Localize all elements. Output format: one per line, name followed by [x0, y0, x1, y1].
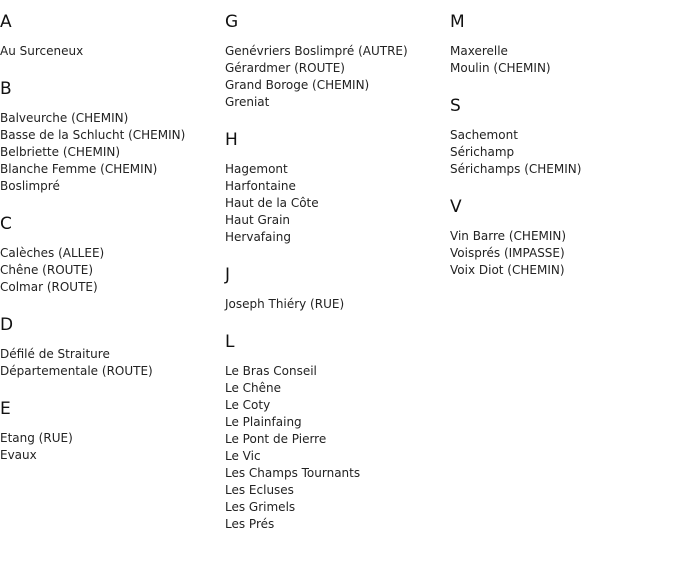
letter-heading: L — [225, 332, 235, 352]
index-column-3 — [450, 10, 675, 296]
street-list — [0, 43, 225, 60]
street-list — [450, 228, 675, 279]
street-link[interactable]: Gérardmer (ROUTE) — [225, 61, 345, 75]
letter-group — [0, 397, 225, 464]
street-link[interactable]: Haut de la Côte — [225, 196, 319, 210]
street-link[interactable]: Etang (RUE) — [0, 431, 73, 445]
letter-heading: M — [450, 12, 465, 32]
street-link[interactable]: Greniat — [225, 95, 270, 109]
street-link[interactable]: Défilé de Straiture — [0, 347, 110, 361]
letter-group — [225, 263, 450, 313]
letter-group — [450, 94, 675, 178]
street-link[interactable]: Le Coty — [225, 398, 271, 412]
letter-group — [0, 10, 225, 60]
street-link[interactable]: Blanche Femme (CHEMIN) — [0, 162, 158, 176]
street-link[interactable]: Belbriette (CHEMIN) — [0, 145, 121, 159]
letter-group — [225, 330, 450, 533]
letter-group — [450, 195, 675, 279]
street-link[interactable]: Voisprés (IMPASSE) — [450, 246, 565, 260]
street-link[interactable]: Maxerelle — [450, 44, 508, 58]
letter-group — [225, 128, 450, 246]
street-link[interactable]: Colmar (ROUTE) — [0, 280, 98, 294]
letter-group — [0, 313, 225, 380]
letter-heading: B — [0, 79, 12, 99]
street-link[interactable]: Evaux — [0, 448, 37, 462]
letter-heading: G — [225, 12, 239, 32]
street-link[interactable]: Les Grimels — [225, 500, 296, 514]
street-link[interactable]: Le Vic — [225, 449, 261, 463]
street-link[interactable]: Les Ecluses — [225, 483, 294, 497]
letter-heading: H — [225, 130, 238, 150]
street-list — [450, 43, 675, 77]
street-link[interactable]: Le Pont de Pierre — [225, 432, 327, 446]
letter-group — [225, 10, 450, 111]
street-link[interactable]: Départementale (ROUTE) — [0, 364, 153, 378]
street-list — [0, 346, 225, 380]
letter-heading: V — [450, 197, 462, 217]
letter-heading: C — [0, 214, 12, 234]
street-link[interactable]: Voix Diot (CHEMIN) — [450, 263, 565, 277]
street-link[interactable]: Grand Boroge (CHEMIN) — [225, 78, 370, 92]
street-list — [450, 127, 675, 178]
street-list — [225, 161, 450, 246]
street-link[interactable]: Hagemont — [225, 162, 288, 176]
street-list — [0, 430, 225, 464]
street-list — [225, 43, 450, 111]
letter-heading: D — [0, 315, 14, 335]
street-link[interactable]: Harfontaine — [225, 179, 296, 193]
street-link[interactable]: Haut Grain — [225, 213, 291, 227]
street-link[interactable]: Hervafaing — [225, 230, 291, 244]
letter-heading: A — [0, 12, 12, 32]
letter-group — [450, 10, 675, 77]
letter-heading: J — [225, 265, 231, 285]
street-link[interactable]: Sachemont — [450, 128, 518, 142]
street-link[interactable]: Moulin (CHEMIN) — [450, 61, 551, 75]
letter-group — [0, 77, 225, 195]
street-link[interactable]: Les Prés — [225, 517, 275, 531]
street-list — [0, 110, 225, 195]
street-link[interactable]: Les Champs Tournants — [225, 466, 361, 480]
street-link[interactable]: Basse de la Schlucht (CHEMIN) — [0, 128, 186, 142]
letter-heading: E — [0, 399, 11, 419]
street-list — [225, 363, 450, 533]
street-link[interactable]: Balveurche (CHEMIN) — [0, 111, 129, 125]
street-link[interactable]: Joseph Thiéry (RUE) — [225, 297, 345, 311]
letter-group — [0, 212, 225, 296]
street-link[interactable]: Le Bras Conseil — [225, 364, 317, 378]
street-link[interactable]: Le Chêne — [225, 381, 282, 395]
street-link[interactable]: Sérichamps (CHEMIN) — [450, 162, 582, 176]
street-list — [225, 296, 450, 313]
street-link[interactable]: Au Surceneux — [0, 44, 84, 58]
street-link[interactable]: Chêne (ROUTE) — [0, 263, 94, 277]
street-list — [0, 245, 225, 296]
street-link[interactable]: Boslimpré — [0, 179, 60, 193]
index-column-1 — [0, 10, 225, 481]
letter-heading: S — [450, 96, 461, 116]
street-link[interactable]: Calèches (ALLEE) — [0, 246, 105, 260]
index-column-2 — [225, 10, 450, 550]
street-link[interactable]: Genévriers Boslimpré (AUTRE) — [225, 44, 408, 58]
street-link[interactable]: Sérichamp — [450, 145, 515, 159]
street-link[interactable]: Vin Barre (CHEMIN) — [450, 229, 567, 243]
street-link[interactable]: Le Plainfaing — [225, 415, 302, 429]
